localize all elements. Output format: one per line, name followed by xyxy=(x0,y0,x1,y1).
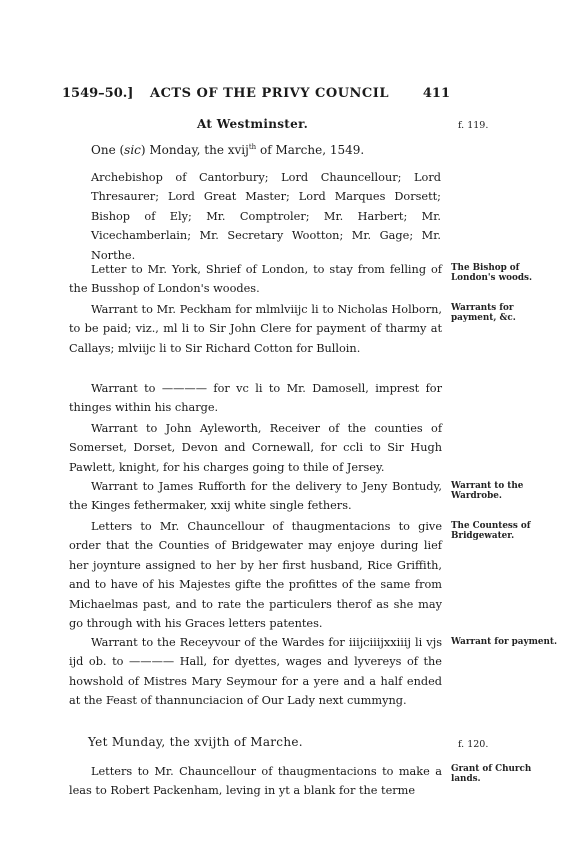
page-number: 411 xyxy=(422,86,450,101)
header-year: 1549–50.] xyxy=(62,86,134,101)
section-heading: At Westminster. xyxy=(197,117,309,131)
running-header xyxy=(62,86,462,108)
entry-paragraph: Letter to Mr. York, Shrief of London, to stay from felling of the Busshop of London's woodes. xyxy=(69,263,442,296)
entry-paragraph: Warrant to ———— for vc li to Mr. Damosell, imprest for thinges within his charge. xyxy=(69,382,442,415)
date-line: One (sic) Monday, the xvij$^{th}$ of Marche, 1549. xyxy=(91,143,365,157)
entry-paragraph: Warrant to the Receyvour of the Wardes for iiijciiijxxiiij li vjs ijd ob. to ———— Hall, for dyettes, wages and lyvereys of the howshold of Mistres Mary Seymour for a yere and a half ended at the Feast of thannunciacion of Our Lady next cummyng. xyxy=(69,636,442,708)
margin-note: The Countess of Bridgewater. xyxy=(451,521,531,542)
header-title: ACTS OF THE PRIVY COUNCIL xyxy=(150,86,390,101)
margin-note: Warrant to the Wardrobe. xyxy=(451,481,524,502)
margin-note: Warrant for payment. xyxy=(451,637,558,647)
margin-note: Grant of Church lands. xyxy=(451,764,532,785)
entry-paragraph: Warrant to Mr. Peckham for mlmlviijc li to Nicholas Holborn, to be paid; viz., ml li to Sir John Clere for payment of tharmy at Callays; mlviijc li to Sir Richard Cotton for Bulloin. xyxy=(69,303,442,355)
attendance-list: Archebishop of Cantorbury; Lord Chauncellour; Lord Thresaurer; Lord Great Master; Lord Marques Dorsett; Bishop of Ely; Mr. Comptroler; Mr. Harbert; Mr. Vicechamberlain; Mr. Secretary Wootton; Mr. Gage; Mr. Northe. xyxy=(91,171,441,262)
margin-note: Warrants for payment, &c. xyxy=(451,303,516,324)
entry-paragraph: Warrant to John Ayleworth, Receiver of the counties of Somerset, Dorset, Devon and Cornewall, for ccli to Sir Hugh Pawlett, knight, for his charges going to thile of Jersey. xyxy=(69,422,442,474)
margin-note: The Bishop of London's woods. xyxy=(451,263,533,284)
entry-paragraph: Letters to Mr. Chauncellour of thaugmentacions to make a leas to Robert Packenham, leving in yt a blank for the terme xyxy=(69,765,442,798)
section-heading: Yet Munday, the xvijth of Marche. xyxy=(88,735,303,749)
folio-marker: f. 119. xyxy=(458,120,489,131)
entry-paragraph: Letters to Mr. Chauncellour of thaugmentacions to give order that the Counties of Bridgewater may enjoye during lief her joynture assigned to her by her first husband, Rice Griffith, and to have of his Majestes gifte the profittes of the same from Michaelmas past, and to rate the particulers therof as she may go through with his Graces letters patentes. xyxy=(69,520,442,631)
folio-marker: f. 120. xyxy=(458,739,489,750)
entry-paragraph: Warrant to James Rufforth for the delivery to Jeny Bontudy, the Kinges fethermaker, xxij white single fethers. xyxy=(69,480,442,513)
